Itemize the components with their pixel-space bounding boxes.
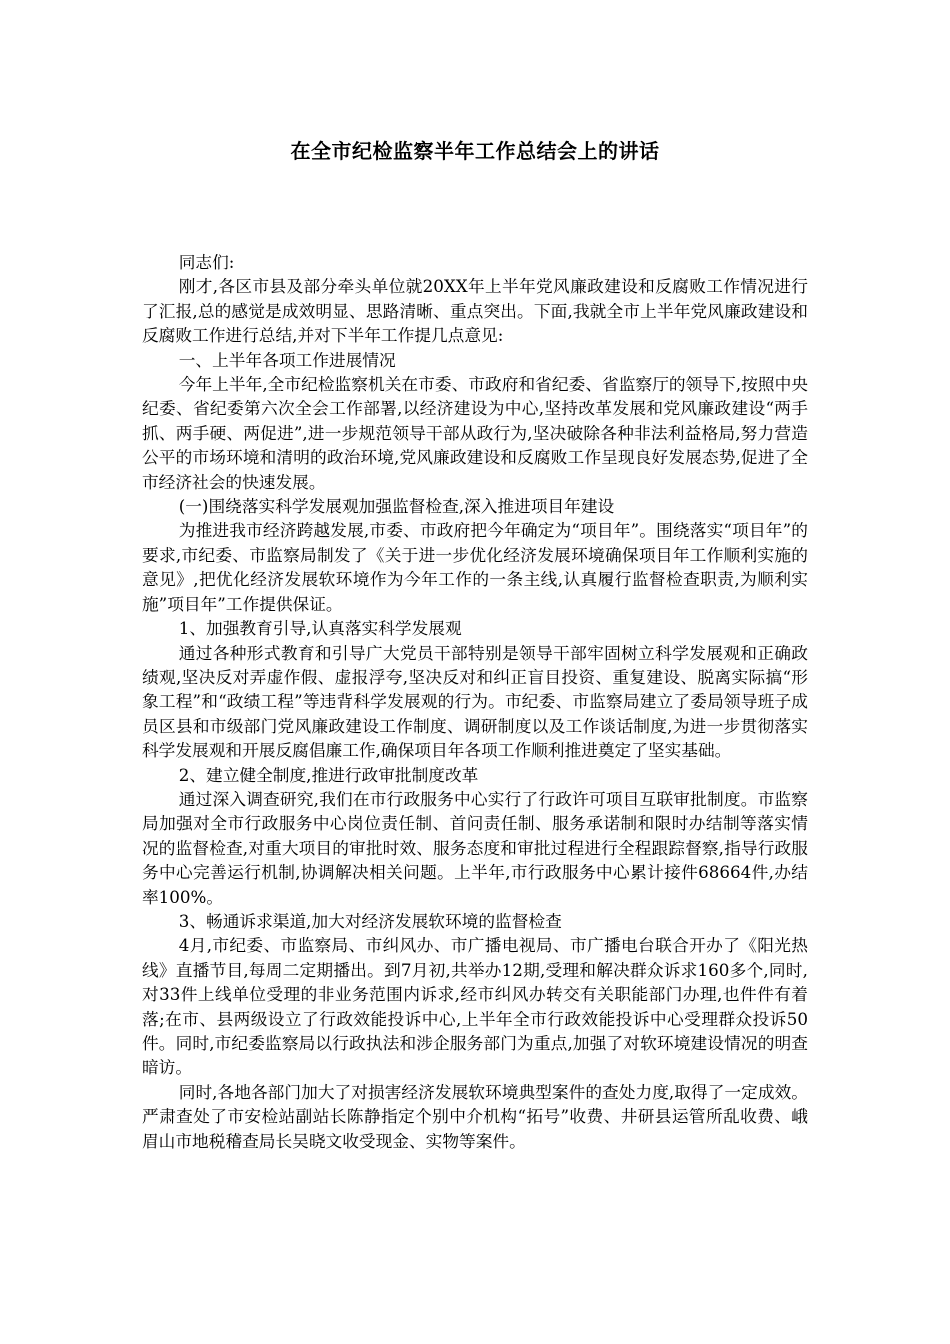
paragraph: 今年上半年,全市纪检监察机关在市委、市政府和省纪委、省监察厅的领导下,按照中央纪委、省纪委第六次全会工作部署,以经济建设为中心,坚持改革发展和党风廉政建设“两手抓、两手硬、两促进”,进一步规范领导干部从政行为,坚决破除各种非法利益格局,努力营造公平的市场环境和清明的政治环境,党风廉政建设和反腐败工作呈现良好发展态势,促进了全市经济社会的快速发展。 (142, 374, 808, 492)
document-body (142, 250, 808, 1153)
paragraph: 同时,各地各部门加大了对损害经济发展软环境典型案件的查处力度,取得了一定成效。严肃查处了市安检站副站长陈静指定个别中介机构“拓号”收费、井研县运管所乱收费、峨眉山市地税稽查局长吴晓文收受现金、实物等案件。 (142, 1081, 808, 1151)
item-heading: 3、畅通诉求渠道,加大对经济发展软环境的监督检查 (178, 910, 562, 931)
section-heading: 一、上半年各项工作进展情况 (178, 349, 396, 370)
salutation: 同志们: (178, 252, 235, 272)
paragraph: 通过各种形式教育和引导广大党员干部特别是领导干部牢固树立科学发展观和正确政绩观,坚决反对弄虚作假、虚报浮夸,坚决反对和纠正盲目投资、重复建设、脱离实际搞“形象工程”和“政绩工程”等违背科学发展观的行为。市纪委、市监察局建立了委局领导班子成员区县和市级部门党风廉政建设工作制度、调研制度以及工作谈话制度,为进一步贯彻落实科学发展观和开展反腐倡廉工作,确保项目年各项工作顺利推进奠定了坚实基础。 (142, 642, 808, 761)
paragraph: 为推进我市经济跨越发展,市委、市政府把今年确定为“项目年”。围绕落实“项目年”的要求,市纪委、市监察局制发了《关于进一步优化经济发展环境确保项目年工作顺利实施的意见》,把优化经济发展软环境作为今年工作的一条主线,认真履行监督检查职责,为顺利实施”项目年”工作提供保证。 (142, 520, 808, 614)
paragraph: 通过深入调查研究,我们在市行政服务中心实行了行政许可项目互联审批制度。市监察局加强对全市行政服务中心岗位责任制、首问责任制、服务承诺制和限时办结制等落实情况的监督检查,对重大项目的审批时效、服务态度和审批过程进行全程跟踪督察,指导行政服务中心完善运行机制,协调解决相关问题。上半年,市行政服务中心累计接件68664件,办结率100%。 (142, 788, 808, 907)
item-heading: 1、加强教育引导,认真落实科学发展观 (178, 618, 462, 639)
paragraph: 刚才,各区市县及部分牵头单位就20XX年上半年党风廉政建设和反腐败工作情况进行了汇报,总的感觉是成效明显、思路清晰、重点突出。下面,我就全市上半年党风廉政建设和反腐败工作进行总结,并对下半年工作提几点意见: (142, 276, 808, 346)
paragraph: 4月,市纪委、市监察局、市纠风办、市广播电视局、市广播电台联合开办了《阳光热线》直播节目,每周二定期播出。到7月初,共举办12期,受理和解决群众诉求160多个,同时,对33件上线单位受理的非业务范围内诉求,经市纠风办转交有关职能部门办理,也件件有着落;在市、县两级设立了行政效能投诉中心,上半年全市行政效能投诉中心受理群众投诉50件。同时,市纪委监察局以行政执法和涉企服务部门为重点,加强了对软环境建设情况的明查暗访。 (142, 935, 808, 1078)
document-title: 在全市纪检监察半年工作总结会上的讲话 (290, 139, 660, 163)
subsection-heading: (一)围绕落实科学发展观加强监督检查,深入推进项目年建设 (178, 496, 615, 517)
item-heading: 2、建立健全制度,推进行政审批制度改革 (178, 764, 479, 785)
